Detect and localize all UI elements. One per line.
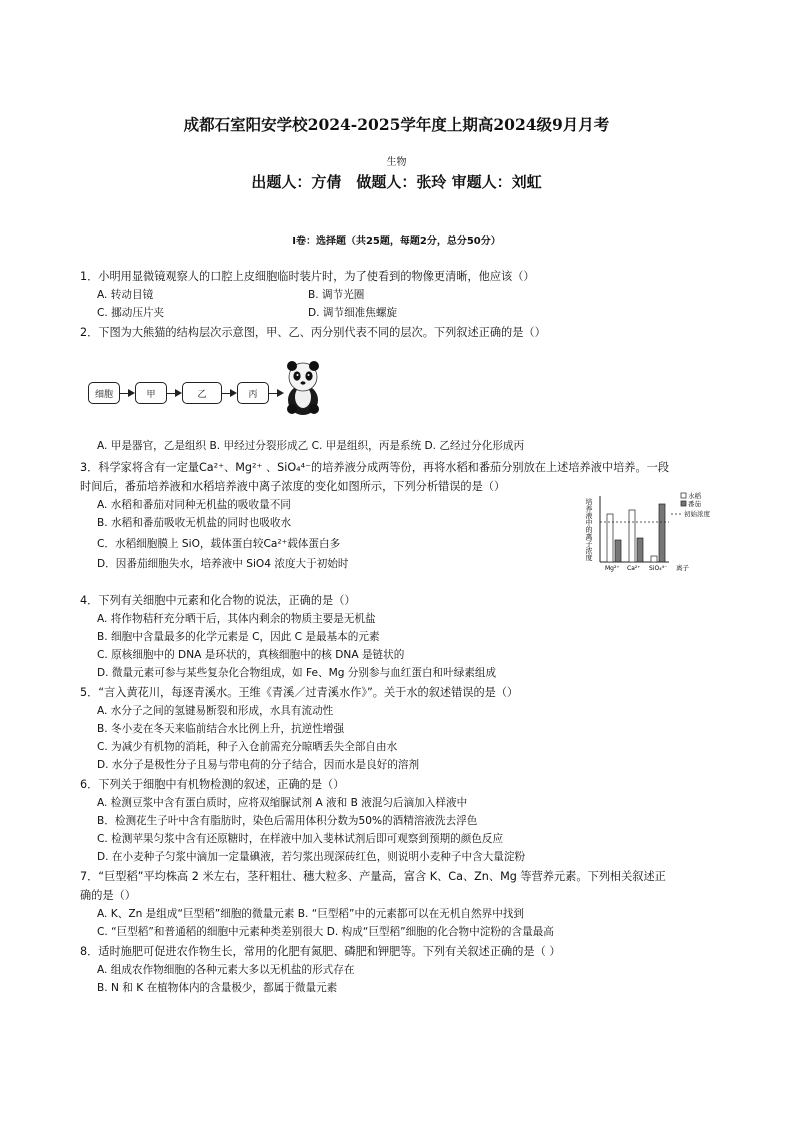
question-7-stem-line2: 确的是（） [80,889,136,902]
exam-title: 成都石室阳安学校2024-2025学年度上期高2024级9月月考 [183,115,610,134]
q4-option-b: B. 细胞中含量最多的化学元素是 C，因此 C 是最基本的元素 [97,631,380,643]
panda-image [283,360,323,416]
q5-option-d: D. 水分子是极性分子且易与带电荷的分子结合，因而水是良好的溶剂 [97,759,420,771]
authors-line: 出题人：方倩 做题人：张玲 审题人：刘虹 [251,173,542,191]
diagram-arrow [269,393,282,394]
q4-option-a: A. 将作物秸秆充分晒干后，其体内剩余的物质主要是无机盐 [97,613,376,625]
question-1-stem: 1．小明用显微镜观察人的口腔上皮细胞临时装片时，为了使看到的物像更清晰，他应该（） [80,270,535,283]
q8-option-a: A. 组成农作物细胞的各种元素大多以无机盐的形式存在 [97,964,355,976]
q5-option-c: C. 为减少有机物的消耗，种子入仓前需充分晾晒丢失全部自由水 [97,741,398,753]
q3-option-c: C．水稻细胞膜上 SiO，载体蛋白较Ca²⁺载体蛋白多 [97,538,341,550]
x-tick-label: Ca²⁺ [627,565,641,572]
question-6-stem: 6．下列关于细胞中有机物检测的叙述，正确的是（） [80,778,345,791]
legend-label-rice: 水稻 [688,492,701,500]
section-title: I卷：选择题（共25题，每题2分，总分50分） [292,236,501,247]
question-7-stem-line1: 7．“巨型稻”平均株高 2 米左右，茎秆粗壮、穗大粒多、产量高，富含 K、Ca、Zn、Mg 等营养元素。下列相关叙述正 [80,870,666,883]
q1-option-a: A. 转动目镜 [97,289,154,301]
subject-label: 生物 [386,157,407,168]
q6-option-d: D. 在小麦种子匀浆中滴加一定量碘液，若匀浆出现深砖红色，则说明小麦种子中含大量淀粉 [97,851,526,863]
q5-option-a: A. 水分子之间的氢键易断裂和形成，水具有流动性 [97,705,334,717]
q6-option-a: A. 检测豆浆中含有蛋白质时，应将双缩脲试剂 A 液和 B 液混匀后滴加入样液中 [97,797,468,809]
bar-rice-2 [651,556,657,562]
q6-option-b: B．检测花生子叶中含有脂肪时，染色后需用体积分数为50%的酒精溶液洗去浮色 [97,815,478,827]
diagram-arrow [222,393,235,394]
diagram-box-bing: 丙 [237,382,269,404]
question-3-stem-line1: 3．科学家将含有一定量Ca²⁺、Mg²⁺ 、SiO₄⁴⁻的培养液分成两等份，再将水稻和番茄分别放在上述培养液中培养。一段 [80,461,670,474]
diagram-box-yi: 乙 [182,382,222,404]
legend-label-initial: 初始浓度 [684,510,710,518]
q3-option-d: D．因番茄细胞失水，培养液中 SiO4 浓度大于初始时 [97,558,349,570]
q3-option-b: B. 水稻和番茄吸收无机盐的同时也吸收水 [97,517,292,529]
q6-option-c: C. 检测苹果匀浆中含有还原糖时，在样液中加入斐林试剂后即可观察到预期的颜色反应 [97,833,504,845]
legend-swatch-rice [681,493,686,498]
q1-option-b: B. 调节光圈 [308,289,365,301]
diagram-arrow [167,393,180,394]
bar-rice-1 [629,510,635,562]
q7-options-ab: A. K、Zn 是组成“巨型稻”细胞的微量元素 B. “巨型稻”中的元素都可以在无机自然界中找到 [97,908,524,920]
q7-options-cd: C. “巨型稻”和普通稻的细胞中元素种类差别很大 D. 构成“巨型稻”细胞的化合物中淀粉的含量最高 [97,926,554,938]
x-tick-label: SiO₄⁴⁻ [649,565,668,572]
bar-rice-0 [607,514,613,562]
chart-ylabel: 培养液中的离子浓度 [585,498,593,561]
chart-xlabel: 离子 [676,564,689,572]
bar-tomato-2 [659,504,665,562]
question-3-stem-line2: 时间后，番茄培养液和水稻培养液中离子浓度的变化如图所示，下列分析错误的是（） [80,480,506,493]
q8-option-b: B. N 和 K 在植物体内的含量极少，都属于微量元素 [97,982,338,994]
ion-concentration-chart [583,492,713,574]
q4-option-d: D. 微量元素可参与某些复杂化合物组成，如 Fe、Mg 分别参与血红蛋白和叶绿素组成 [97,667,497,679]
diagram-box-cell: 细胞 [88,382,120,404]
diagram-arrow [120,393,133,394]
question-8-stem: 8．适时施肥可促进农作物生长，常用的化肥有氮肥、磷肥和钾肥等。下列有关叙述正确的是（ ） [80,945,561,958]
q3-option-a: A. 水稻和番茄对同种无机盐的吸收量不同 [97,499,291,511]
question-5-stem: 5．“言入黄花川，每逐青溪水。王维《青溪／过青溪水作》”。关于水的叙述错误的是（） [80,686,519,699]
diagram-box-jia: 甲 [135,382,167,404]
bar-tomato-1 [637,538,643,562]
legend-label-tomato: 番茄 [688,500,701,508]
q4-option-c: C. 原核细胞中的 DNA 是环状的，真核细胞中的核 DNA 是链状的 [97,649,405,661]
legend-swatch-tomato [681,501,686,506]
x-tick-label: Mg²⁺ [605,565,620,572]
q2-options: A. 甲是器官，乙是组织 B. 甲经过分裂形成乙 C. 甲是组织，丙是系统 D. 乙经过分化形成丙 [97,440,525,452]
question-2-stem: 2．下图为大熊猫的结构层次示意图，甲、乙、丙分别代表不同的层次。下列叙述正确的是（） [80,326,546,339]
q5-option-b: B. 冬小麦在冬天来临前结合水比例上升，抗逆性增强 [97,723,345,735]
q1-option-c: C. 挪动压片夹 [97,307,165,319]
bar-tomato-0 [615,540,621,562]
q1-option-d: D. 调节细准焦螺旋 [308,307,398,319]
question-4-stem: 4．下列有关细胞中元素和化合物的说法，正确的是（） [80,594,356,607]
